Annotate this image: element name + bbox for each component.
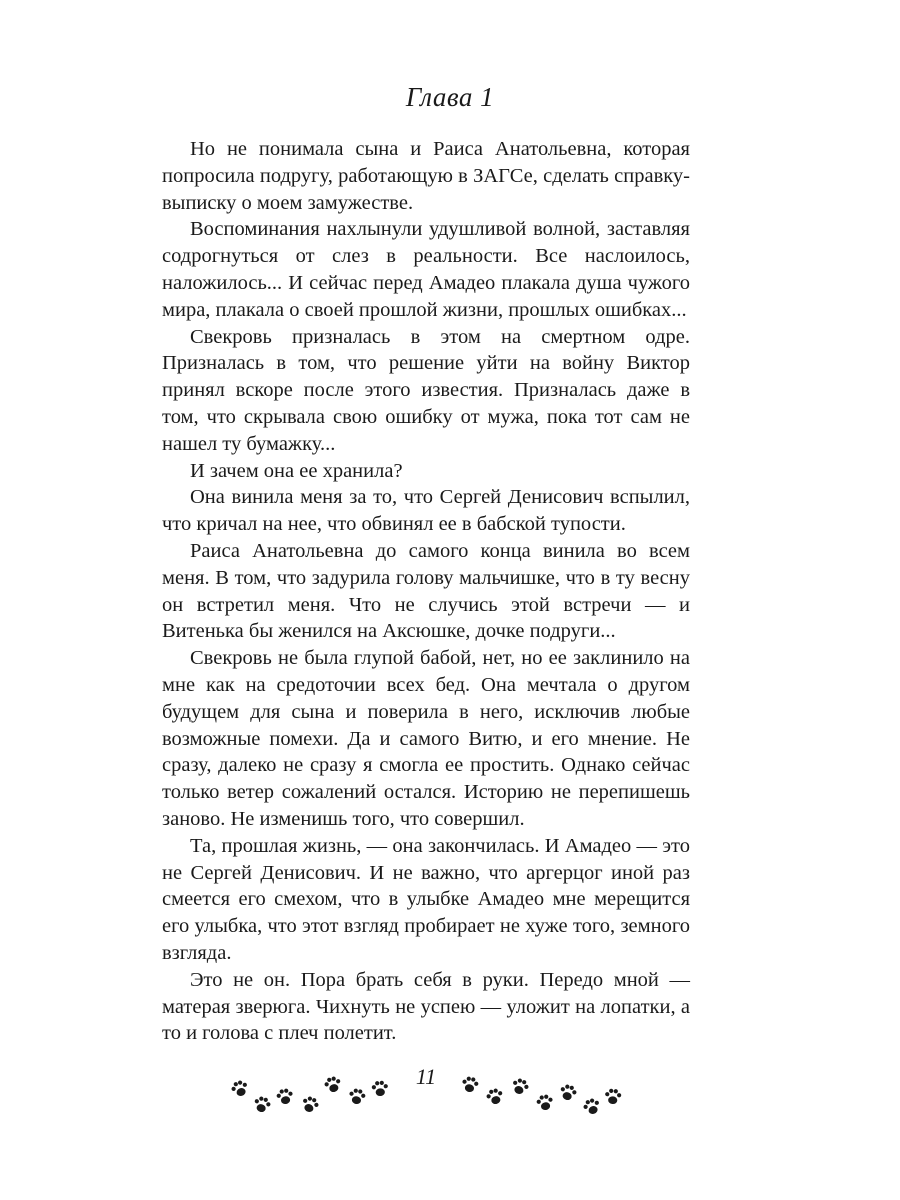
paw-print-icon [555,1080,582,1107]
paw-print-icon [601,1085,625,1109]
body-text [162,136,690,1047]
paw-print-icon [226,1075,254,1103]
page-number: 11 [415,1064,437,1089]
paragraph: Раиса Анатольевна до самого конца винила во всем меня. В том, что задурила голову мальчишке, что в ту весну он встретил меня. Что не случись этой встречи — и Витенька бы женился на Аксюшке, дочке подруги... [162,539,690,643]
paragraph: Та, прошлая жизнь, — она закончилась. И Амадео — это не Сергей Денисович. И не важно, что аргерцог иной раз смеется его смехом, что в улыбке Амадео мне мерещится его улыбка, что этот взгляд пробирает не хуже того, земного взгляда. [162,834,690,964]
chapter-title: Глава 1 [405,82,495,112]
paw-print-icon [320,1072,347,1099]
page-footer [0,1064,900,1124]
paragraph: Свекровь призналась в этом на смертном одре. Призналась в том, что решение уйти на войну Виктор принял вскоре после этого известия. Призналась даже в том, что скрывала свою ошибку от мужа, пока тот сам не нашел ту бумажку... [162,325,690,455]
paragraph: Свекровь не была глупой бабой, нет, но ее заклинило на мне как на средоточии всех бед. Она мечтала о другом будущем для сына и поверила в него, исключив любые возможные помехи. Да и самого Витю, и его мнение. Не сразу, далеко не сразу я смогла ее простить. Однако сейчас только ветер сожалений остался. Историю не перепишешь заново. Не изменишь того, что совершил. [162,647,690,830]
paw-print-icon [482,1084,509,1111]
paragraph: Но не понимала сына и Раиса Анатольевна, которая попросила подругу, работающую в ЗАГСе, сделать справку-выписку о моем замужестве. [162,138,690,214]
paw-print-icon [249,1092,276,1119]
paragraph: Воспоминания нахлынули удушливой волной, заставляя содрогнуться от слез в реальности. Все наслоилось, наложилось... И сейчас перед Амадео плакала душа чужого мира, плакала о своей прошлой жизни, прошлых ошибках... [162,218,690,321]
paw-print-icon [532,1090,557,1115]
paw-print-icon [296,1091,324,1119]
paragraph: Это не он. Пора брать себя в руки. Передо мной — матерая зверюга. Чихнуть не успею — уложит на лопатки, а то и голова с плеч полетит. [162,968,690,1045]
paw-print-icon [457,1072,482,1097]
paragraph: И зачем она ее хранила? [190,459,403,482]
paw-print-icon [368,1077,392,1101]
paragraph: Она винила меня за то, что Сергей Денисович вспылил, что кричал на нее, что обвинял ее в бабской тупости. [162,486,690,536]
paw-print-icon [506,1073,534,1101]
paw-print-icon [344,1084,369,1109]
paw-print-icon [272,1084,297,1109]
